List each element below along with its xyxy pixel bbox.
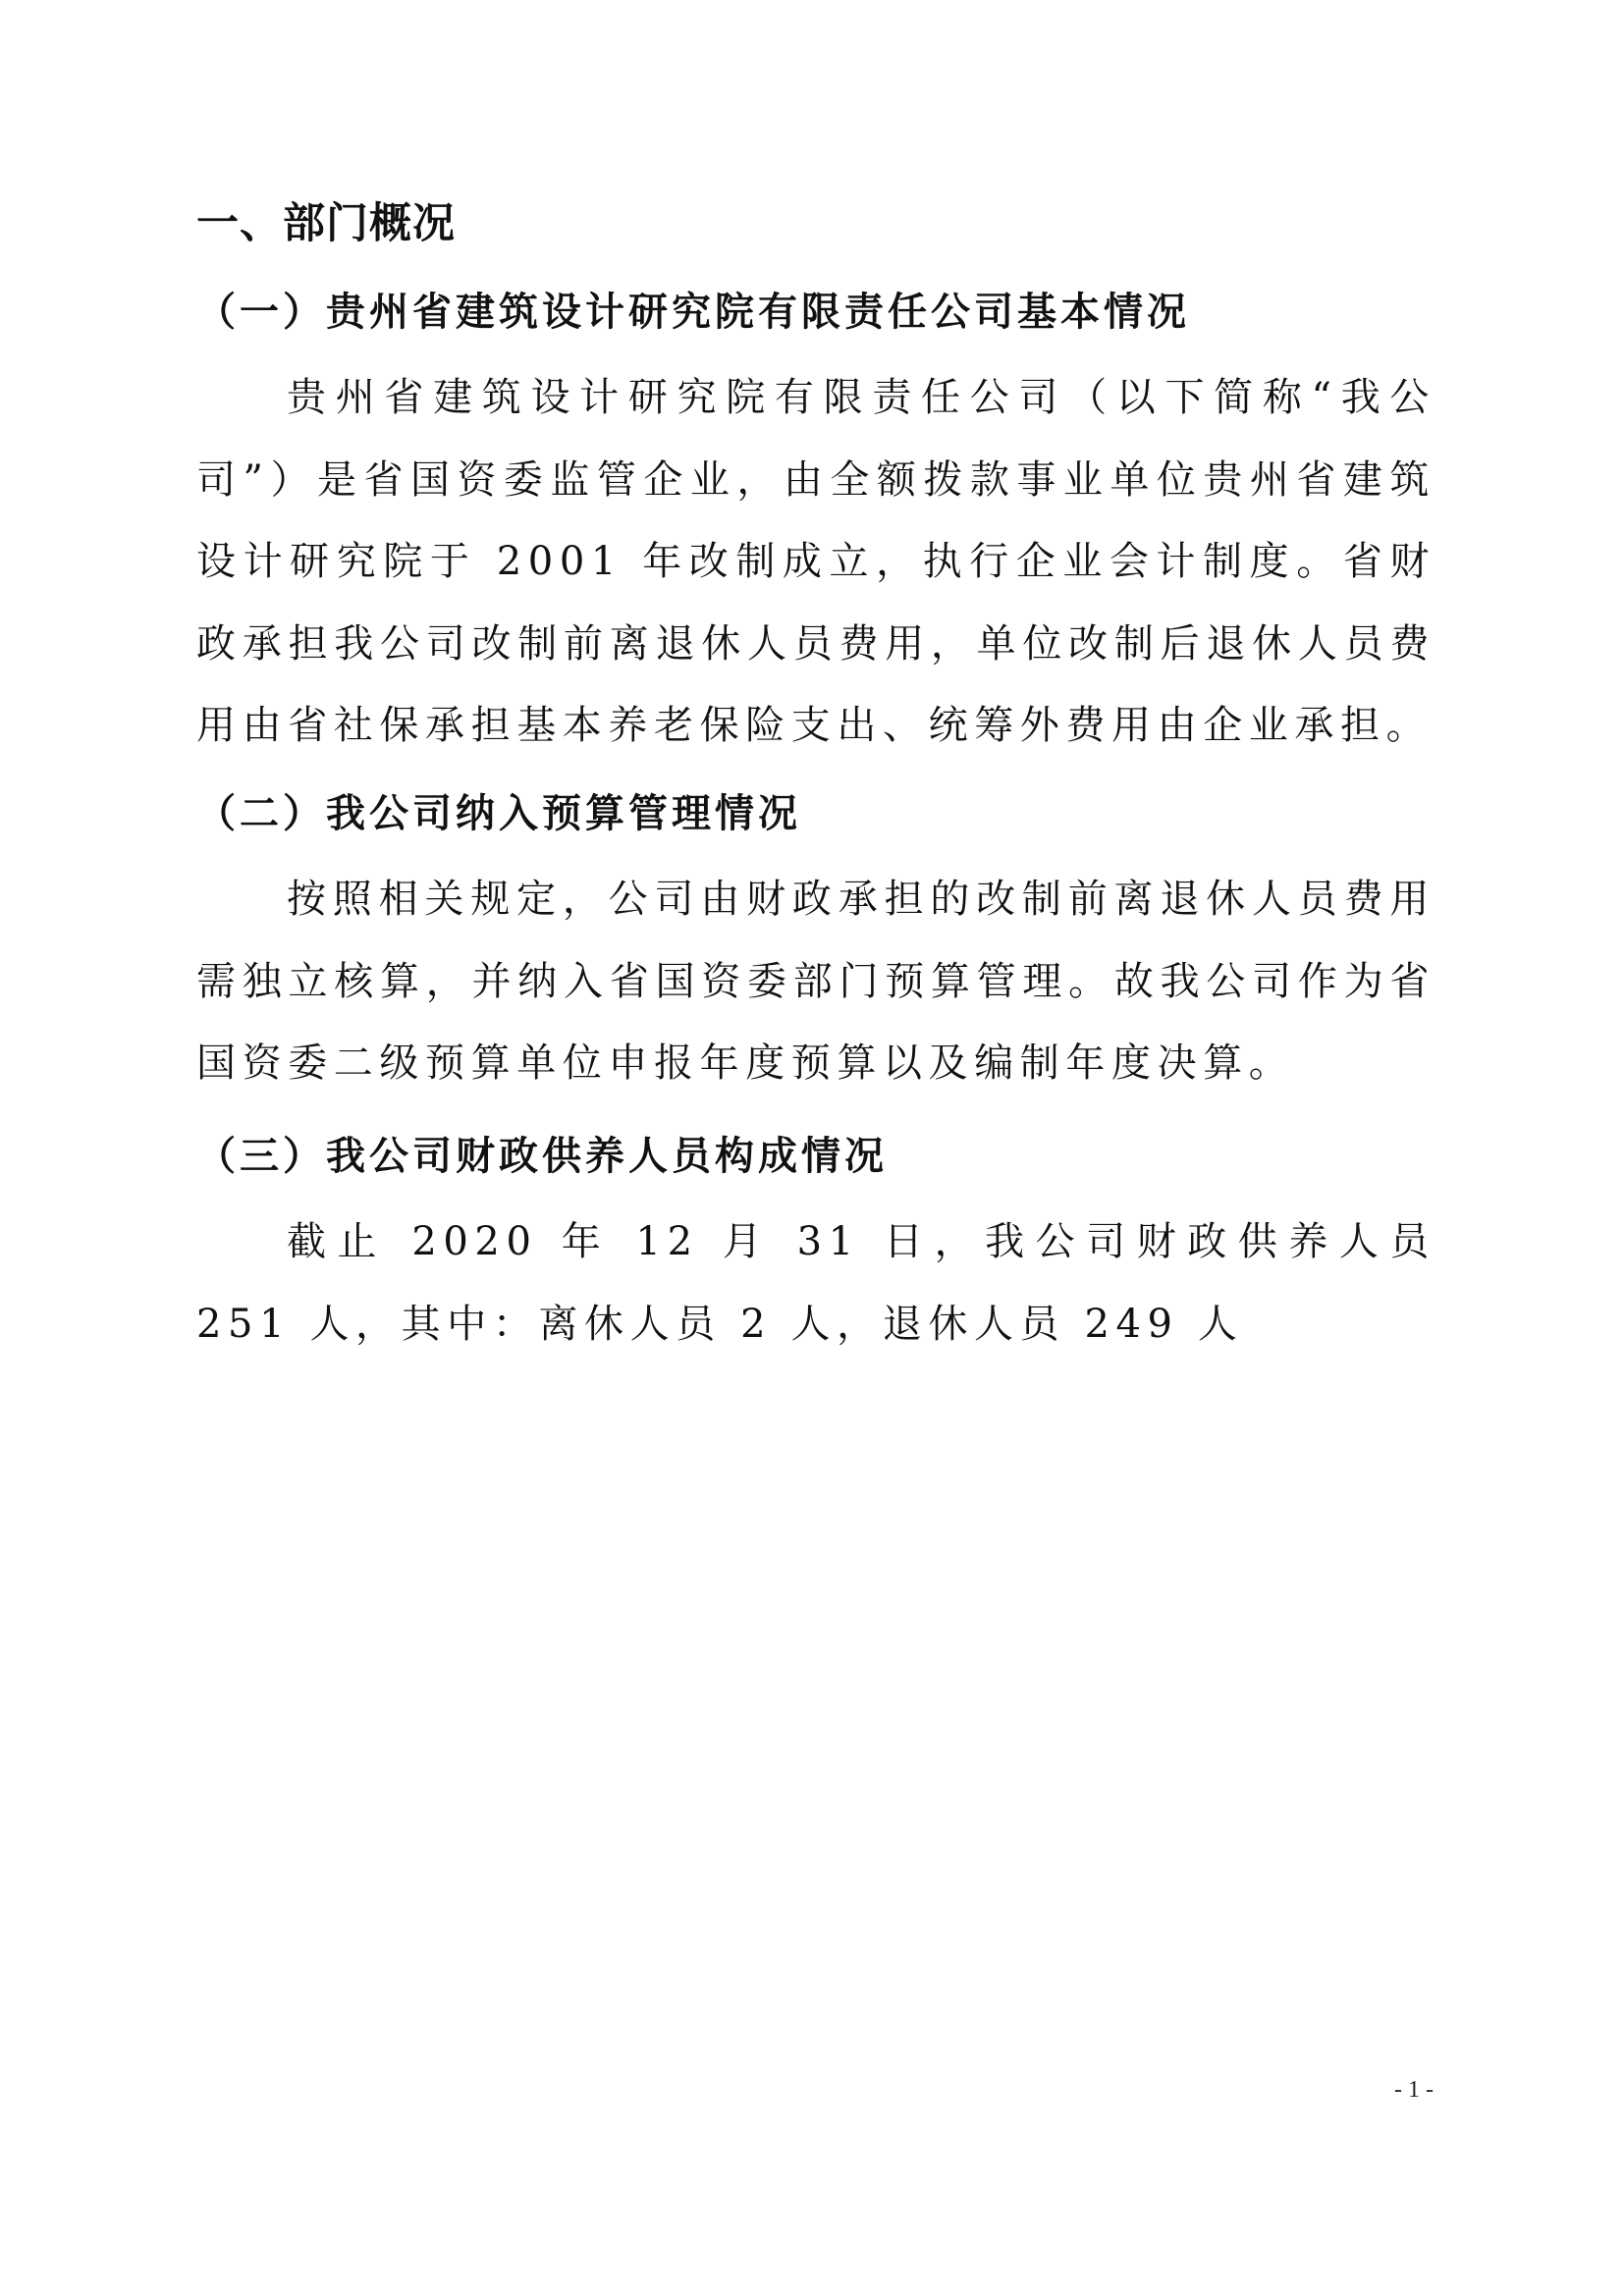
subsection-title-2: （二）我公司纳入预算管理情况 xyxy=(196,791,801,836)
subsection-title-1: （一）贵州省建筑设计研究院有限责任公司基本情况 xyxy=(196,290,1190,335)
section-heading: 一、部门概况 xyxy=(196,199,456,248)
subsection-title-3: （三）我公司财政供养人员构成情况 xyxy=(196,1134,888,1179)
paragraph-2: 按照相关规定，公司由财政承担的改制前离退休人员费用需独立核算，并纳入省国资委部门预算管理。故我公司作为省国资委二级预算单位申报年度预算以及编制年度决算。 xyxy=(196,877,1435,1086)
page-number: - 1 - xyxy=(1394,2077,1434,2103)
paragraph-1: 贵州省建筑设计研究院有限责任公司（以下简称“我公司”）是省国资委监管企业，由全额拨款事业单位贵州省建筑设计研究院于 2001 年改制成立，执行企业会计制度。省财政承担我公司改制前离退休人员费用，单位改制后退休人员费用由省社保承担基本养老保险支出、统筹外费用由企业承担。 xyxy=(196,375,1435,748)
paragraph-3: 截止 2020 年 12 月 31 日，我公司财政供养人员 251 人，其中：离休人员 2 人，退休人员 249 人 xyxy=(196,1219,1435,1347)
